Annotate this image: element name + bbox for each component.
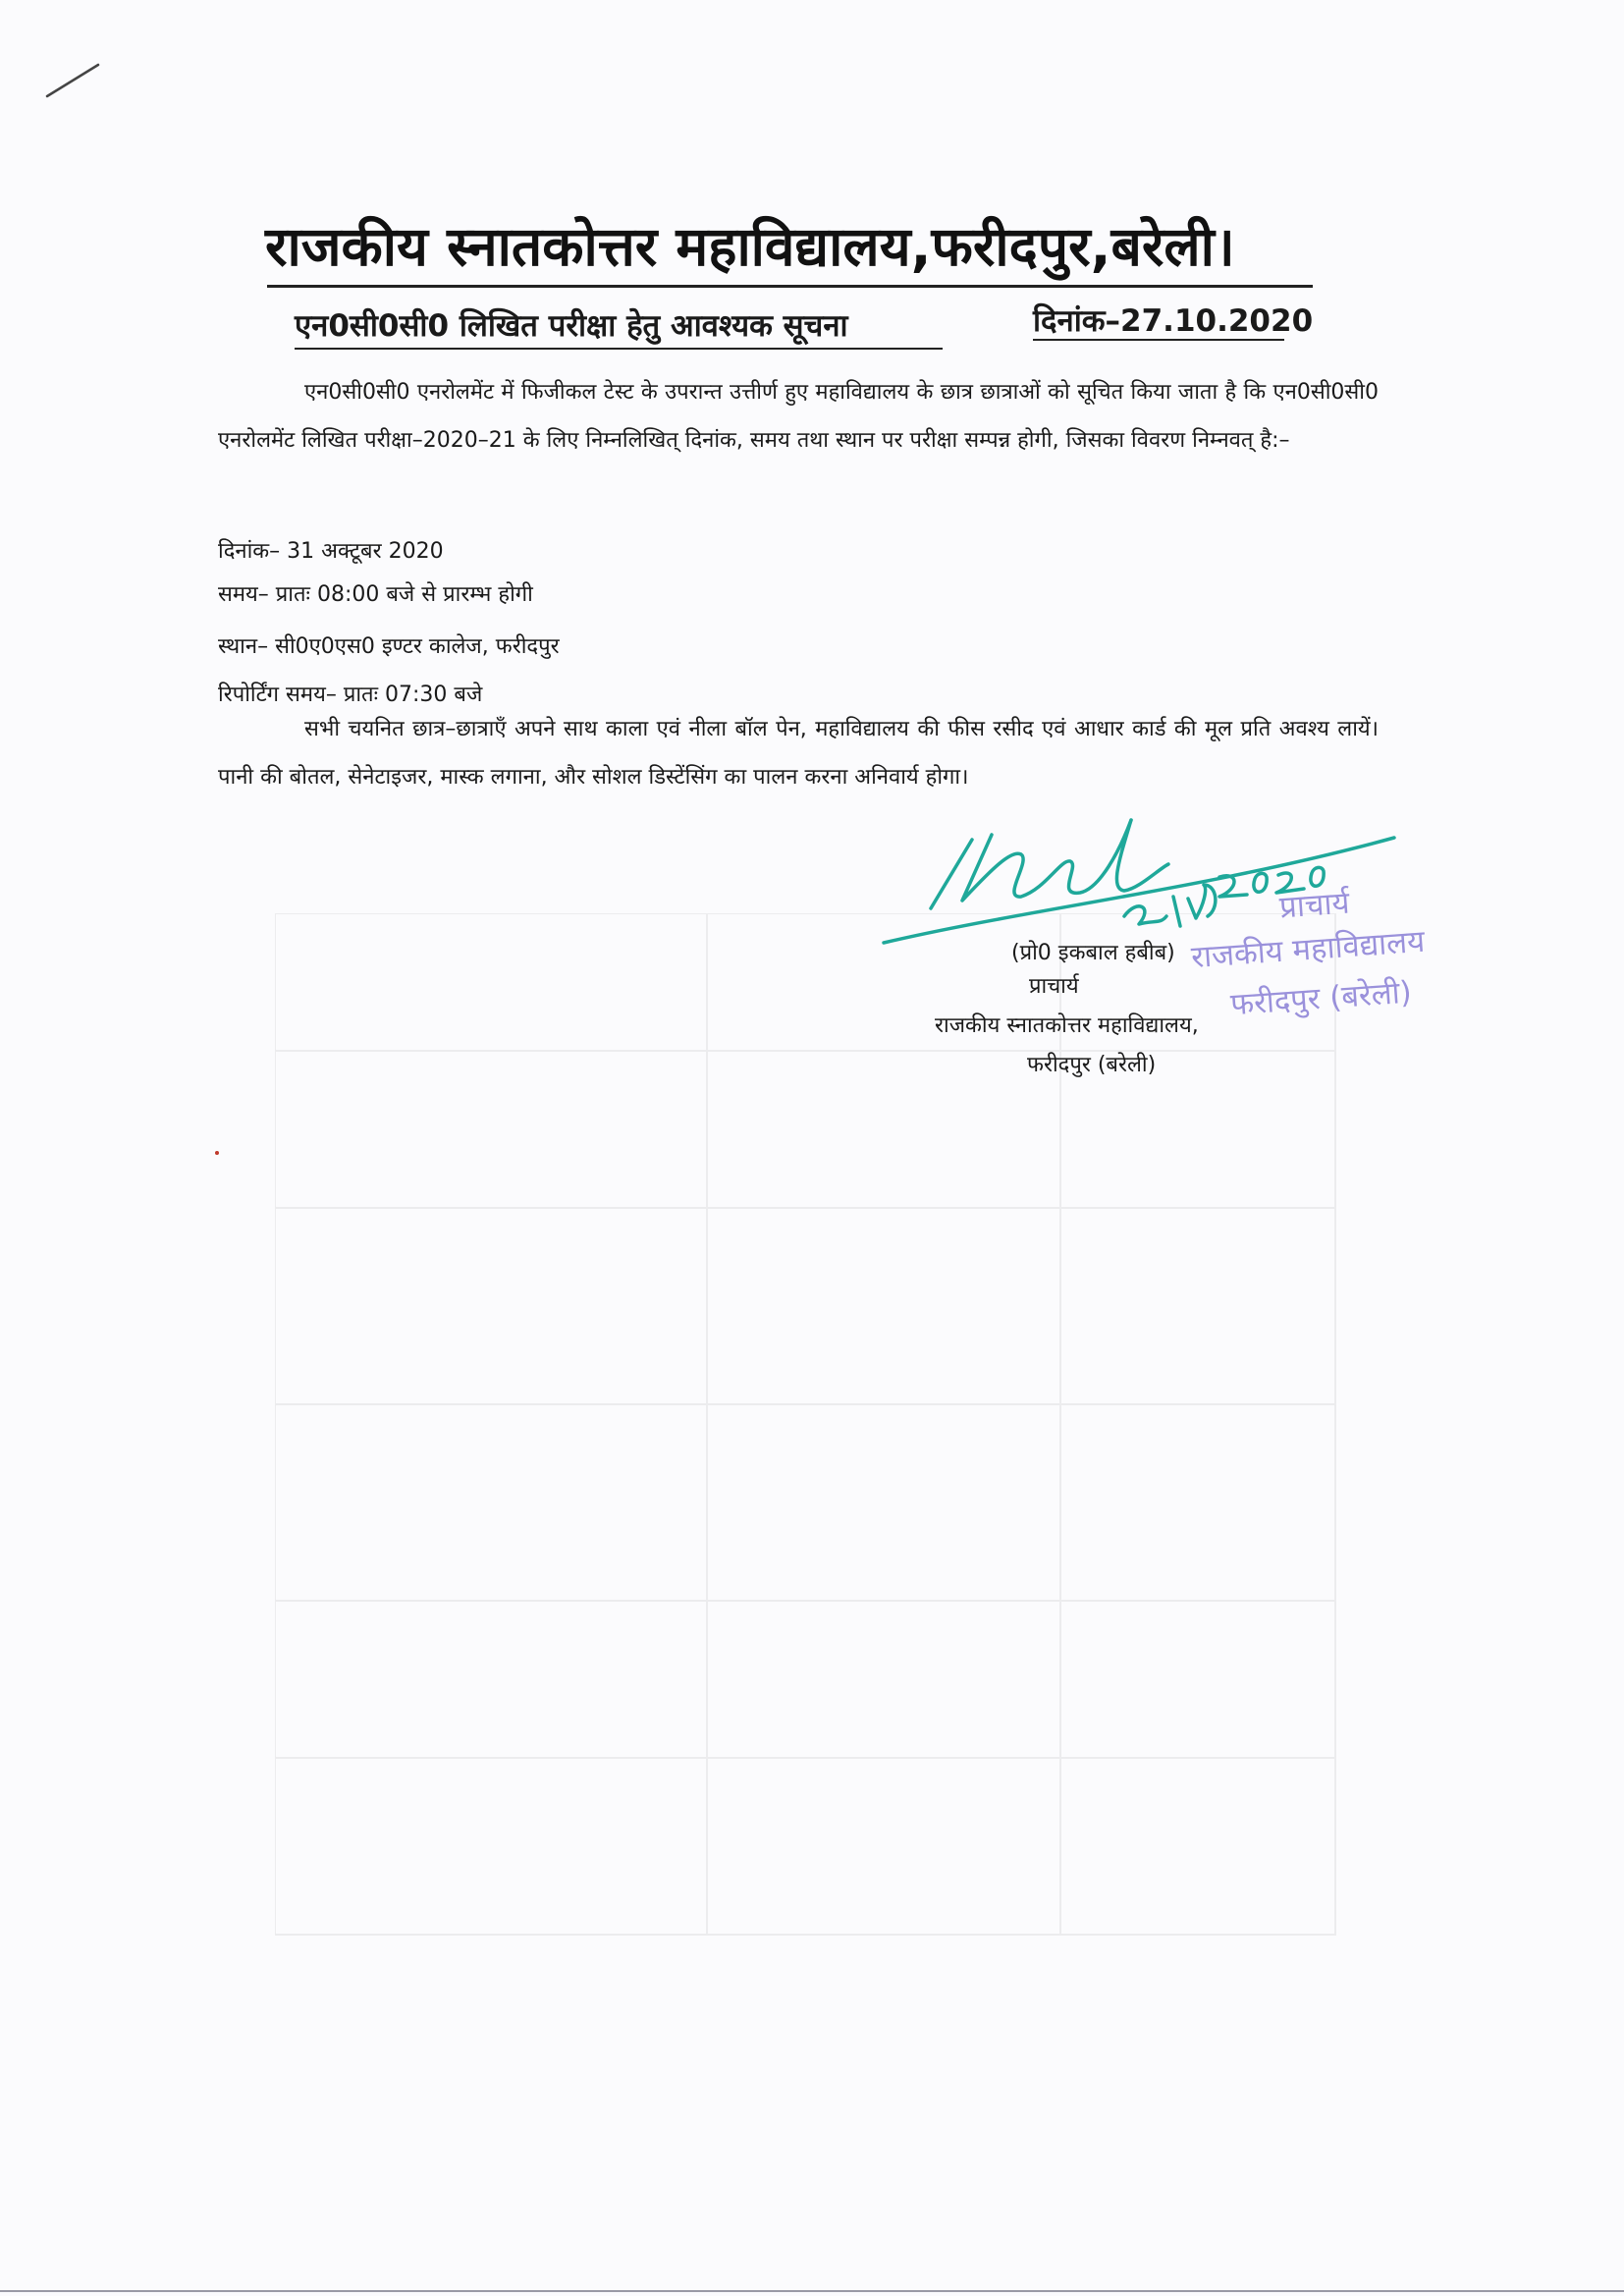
- stamp-institution: राजकीय महाविद्यालय: [1190, 923, 1427, 976]
- reporting-time-line: रिपोर्टिंग समय– प्रातः 07:30 बजे: [218, 683, 483, 707]
- notice-paragraph-1: एन0सी0सी0 एनरोलमेंट में फिजीकल टेस्ट के उपरान्त उत्तीर्ण हुए महाविद्यालय के छात्र छात्राओं को सूचित किया जाता है कि एन0सी0सी0 एनरोलमेंट लिखित परीक्षा–2020–21 के लिए निम्नलिखित् दिनांक, समय तथा स्थान पर परीक्षा सम्पन्न होगी, जिसका विवरण निम्नवत् है:–: [218, 380, 1379, 453]
- ink-speck: [215, 1151, 219, 1155]
- pen-stroke-mark: [43, 61, 102, 100]
- date-underline: [1033, 339, 1284, 341]
- exam-time-line: समय– प्रातः 08:00 बजे से प्रारम्भ होगी: [218, 582, 533, 607]
- title-underline: [267, 285, 1313, 288]
- college-title: राजकीय स्नातकोत्तर महाविद्यालय,फरीदपुर,बरेली।: [265, 215, 1235, 278]
- page-bottom-edge: [0, 2290, 1624, 2292]
- signatory-location: फरीदपुर (बरेली): [1027, 1053, 1157, 1077]
- notice-date: दिनांक–27.10.2020: [1033, 303, 1314, 339]
- stamp-designation: प्राचार्य: [1277, 885, 1351, 926]
- signatory-institution: राजकीय स्नातकोत्तर महाविद्यालय,: [935, 1013, 1199, 1038]
- exam-date-line: दिनांक– 31 अक्टूबर 2020: [218, 539, 444, 564]
- bleed-through-table: [275, 913, 1355, 1944]
- stamp-location: फरीदपुर (बरेली): [1229, 974, 1413, 1023]
- signatory-name: (प्रो0 इकबाल हबीब): [1011, 941, 1175, 965]
- exam-venue-line: स्थान– सी0ए0एस0 इण्टर कालेज, फरीदपुर: [218, 634, 560, 659]
- subject-underline: [295, 348, 943, 350]
- signatory-designation: प्राचार्य: [1029, 974, 1079, 999]
- notice-subject: एन0सी0सी0 लिखित परीक्षा हेतु आवश्यक सूचना: [295, 308, 848, 344]
- notice-paragraph-2: सभी चयनित छात्र–छात्राएँ अपने साथ काला एवं नीला बॉल पेन, महाविद्यालय की फीस रसीद एवं आधार कार्ड की मूल प्रति अवश्य लायें। पानी की बोतल, सेनेटाइजर, मास्क लगाना, और सोशल डिस्टेंसिंग का पालन करना अनिवार्य होगा।: [218, 717, 1379, 790]
- handwritten-signature: [874, 791, 1409, 972]
